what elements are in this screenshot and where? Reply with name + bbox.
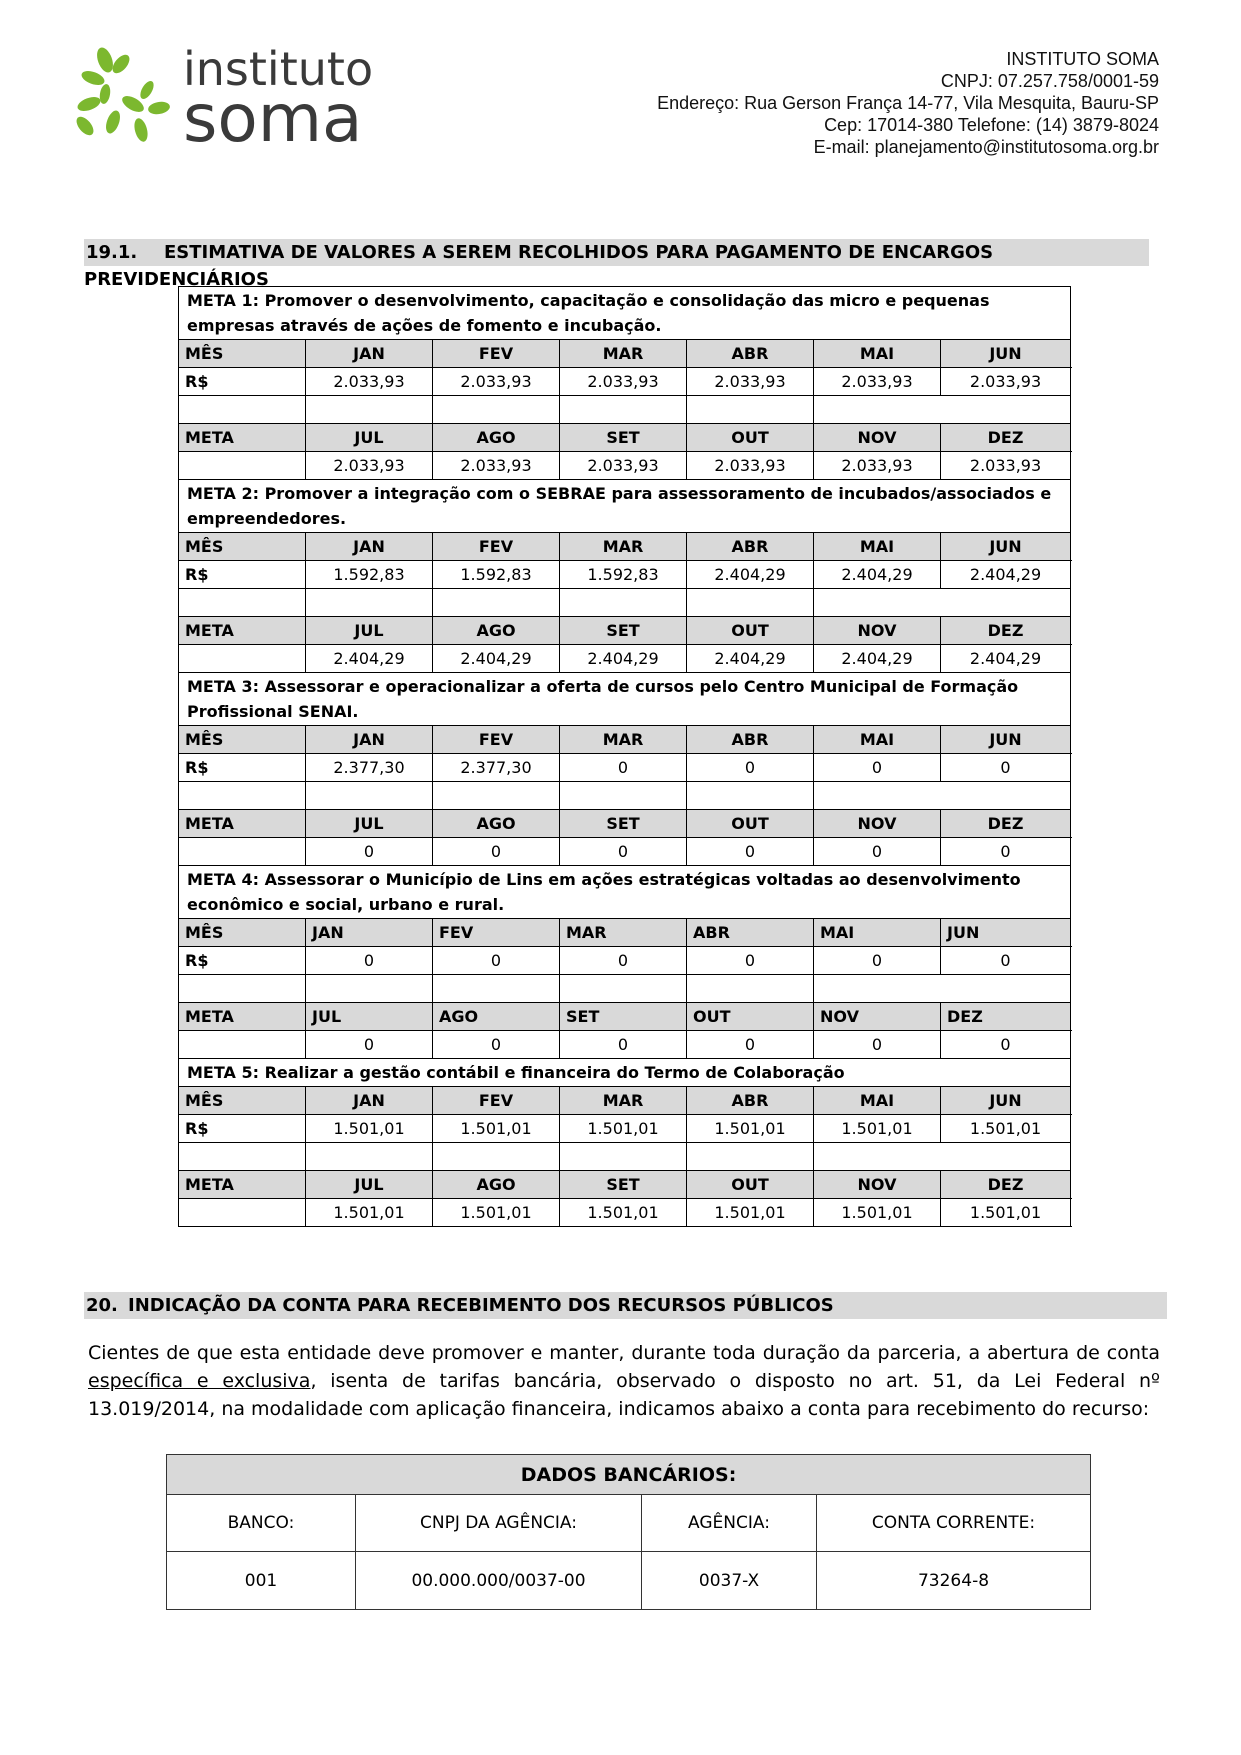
row-label-meta: META [179, 810, 306, 838]
empty-cell [814, 396, 1071, 424]
logo-text-instituto: instituto [183, 42, 374, 96]
empty-cell [179, 396, 306, 424]
paragraph-underlined-text: específica e exclusiva [88, 1370, 311, 1392]
month-header: OUT [687, 1171, 814, 1199]
row-label-meta: META [179, 1171, 306, 1199]
month-header: DEZ [941, 1171, 1071, 1199]
value-cell: 1.501,01 [560, 1115, 687, 1143]
section-number: 20. [86, 1295, 118, 1316]
value-cell: 1.501,01 [306, 1199, 433, 1227]
row-label-rs: R$ [179, 561, 306, 589]
value-cell: 0 [941, 1031, 1071, 1059]
values-row [179, 1031, 1071, 1059]
row-label-empty [179, 1031, 306, 1059]
month-header: JUL [306, 810, 433, 838]
row-label-meta: META [179, 617, 306, 645]
month-header: OUT [687, 1003, 814, 1031]
value-cell: 0 [433, 947, 560, 975]
months-header-row [179, 617, 1071, 645]
org-cep-phone: Cep: 17014-380 Telefone: (14) 3879-8024 [824, 115, 1159, 135]
values-row [179, 452, 1071, 480]
row-label-empty [179, 645, 306, 673]
values-row [179, 754, 1071, 782]
empty-cell [687, 975, 814, 1003]
org-cnpj: CNPJ: 07.257.758/0001-59 [940, 71, 1159, 91]
value-cell: 2.404,29 [814, 645, 941, 673]
month-header: SET [560, 1003, 687, 1031]
month-header: ABR [687, 340, 814, 368]
bank-data-table [166, 1454, 1091, 1610]
meta-title-row [179, 287, 1071, 340]
empty-cell [306, 975, 433, 1003]
value-cell: 1.501,01 [433, 1199, 560, 1227]
months-header-row [179, 1087, 1071, 1115]
month-header: JUN [941, 726, 1071, 754]
month-header: SET [560, 424, 687, 452]
meta-title: META 5: Realizar a gestão contábil e financeira do Termo de Colaboração [179, 1059, 1071, 1087]
encargos-table [178, 286, 1071, 1227]
org-name: INSTITUTO SOMA [1006, 49, 1159, 69]
meta-title-row [179, 866, 1071, 919]
value-cell: 0 [941, 947, 1071, 975]
value-cell: 1.501,01 [687, 1199, 814, 1227]
month-header: SET [560, 617, 687, 645]
value-cell: 0 [560, 1031, 687, 1059]
empty-cell [687, 589, 814, 617]
values-row [179, 368, 1071, 396]
value-cell: 0 [814, 754, 941, 782]
bank-value-agencia: 0037-X [642, 1552, 817, 1610]
month-header: DEZ [941, 617, 1071, 645]
month-header: JAN [306, 726, 433, 754]
months-header-row [179, 340, 1071, 368]
month-header: NOV [814, 617, 941, 645]
month-header: OUT [687, 810, 814, 838]
row-label-meta: META [179, 424, 306, 452]
month-header: MAI [814, 340, 941, 368]
org-address: Endereço: Rua Gerson França 14-77, Vila Mesquita, Bauru-SP [657, 93, 1159, 113]
month-header: JUL [306, 1171, 433, 1199]
month-header: MAI [814, 919, 941, 947]
value-cell: 1.501,01 [560, 1199, 687, 1227]
spacer-row [179, 1143, 1071, 1171]
value-cell: 1.501,01 [941, 1199, 1071, 1227]
value-cell: 0 [433, 1031, 560, 1059]
meta-title-row [179, 480, 1071, 533]
value-cell: 2.033,93 [306, 368, 433, 396]
value-cell: 0 [814, 947, 941, 975]
empty-cell [687, 396, 814, 424]
value-cell: 2.404,29 [433, 645, 560, 673]
meta-title: META 3: Assessorar e operacionalizar a oferta de cursos pelo Centro Municipal de Formação Profissional SENAI. [179, 673, 1071, 726]
org-email: E-mail: planejamento@institutosoma.org.br [813, 137, 1159, 157]
row-label-rs: R$ [179, 368, 306, 396]
month-header: FEV [433, 1087, 560, 1115]
month-header: DEZ [941, 810, 1071, 838]
months-header-row [179, 1171, 1071, 1199]
values-row [179, 1115, 1071, 1143]
value-cell: 2.033,93 [687, 452, 814, 480]
empty-cell [179, 589, 306, 617]
value-cell: 1.501,01 [814, 1199, 941, 1227]
value-cell: 0 [560, 947, 687, 975]
month-header: JAN [306, 340, 433, 368]
month-header: JAN [306, 533, 433, 561]
value-cell: 2.033,93 [433, 452, 560, 480]
value-cell: 2.033,93 [814, 452, 941, 480]
month-header: NOV [814, 424, 941, 452]
month-header: NOV [814, 1003, 941, 1031]
logo-text-soma: soma [183, 80, 363, 157]
month-header: ABR [687, 726, 814, 754]
meta-title-row [179, 1059, 1071, 1087]
bank-header-conta: CONTA CORRENTE: [817, 1495, 1091, 1552]
meta-title: META 4: Assessorar o Município de Lins em ações estratégicas voltadas ao desenvolvimento econômico e social, urbano e rural. [179, 866, 1071, 919]
month-header: FEV [433, 340, 560, 368]
month-header: JUN [941, 919, 1071, 947]
empty-cell [306, 396, 433, 424]
empty-cell [179, 782, 306, 810]
spacer-row [179, 396, 1071, 424]
value-cell: 0 [306, 838, 433, 866]
value-cell: 2.404,29 [941, 645, 1071, 673]
value-cell: 2.404,29 [560, 645, 687, 673]
bank-value-banco: 001 [167, 1552, 356, 1610]
empty-cell [433, 1143, 560, 1171]
logo [75, 42, 375, 157]
row-label-mes: MÊS [179, 340, 306, 368]
month-header: FEV [433, 919, 560, 947]
months-header-row [179, 919, 1071, 947]
month-header: DEZ [941, 424, 1071, 452]
value-cell: 0 [814, 1031, 941, 1059]
values-row [179, 645, 1071, 673]
value-cell: 0 [814, 838, 941, 866]
value-cell: 0 [687, 838, 814, 866]
value-cell: 2.377,30 [433, 754, 560, 782]
month-header: MAR [560, 340, 687, 368]
value-cell: 0 [560, 754, 687, 782]
month-header: FEV [433, 533, 560, 561]
value-cell: 1.592,83 [433, 561, 560, 589]
meta-title-row [179, 673, 1071, 726]
month-header: ABR [687, 1087, 814, 1115]
empty-cell [814, 975, 1071, 1003]
spacer-row [179, 589, 1071, 617]
value-cell: 2.033,93 [560, 452, 687, 480]
month-header: JAN [306, 919, 433, 947]
row-label-mes: MÊS [179, 919, 306, 947]
spacer-row [179, 782, 1071, 810]
section-20-heading [84, 1292, 1167, 1319]
months-header-row [179, 810, 1071, 838]
month-header: DEZ [941, 1003, 1071, 1031]
meta-title: META 2: Promover a integração com o SEBRAE para assessoramento de incubados/associados e empreendedores. [179, 480, 1071, 533]
month-header: JUN [941, 533, 1071, 561]
months-header-row [179, 1003, 1071, 1031]
month-header: JUN [941, 1087, 1071, 1115]
empty-cell [687, 782, 814, 810]
month-header: OUT [687, 424, 814, 452]
empty-cell [814, 1143, 1071, 1171]
month-header: AGO [433, 810, 560, 838]
empty-cell [560, 396, 687, 424]
spacer-row [179, 975, 1071, 1003]
value-cell: 1.501,01 [814, 1115, 941, 1143]
empty-cell [560, 589, 687, 617]
value-cell: 2.033,93 [941, 368, 1071, 396]
month-header: AGO [433, 617, 560, 645]
paragraph-text: , isenta de tarifas bancária, observado o disposto no art. 51, da Lei Federal nº 13.019/2014, na modalidade com aplicação financeira, indicamos abaixo a conta para recebimento do recurso: [88, 1370, 1160, 1420]
value-cell: 0 [687, 947, 814, 975]
row-label-mes: MÊS [179, 726, 306, 754]
value-cell: 0 [560, 838, 687, 866]
value-cell: 0 [687, 754, 814, 782]
value-cell: 1.592,83 [560, 561, 687, 589]
empty-cell [433, 782, 560, 810]
month-header: NOV [814, 1171, 941, 1199]
value-cell: 2.404,29 [687, 561, 814, 589]
bank-header-agencia: AGÊNCIA: [642, 1495, 817, 1552]
value-cell: 2.033,93 [814, 368, 941, 396]
month-header: MAR [560, 919, 687, 947]
section-title: ESTIMATIVA DE VALORES A SEREM RECOLHIDOS PARA PAGAMENTO DE ENCARGOS PREVIDENCIÁRIOS [84, 242, 994, 290]
value-cell: 0 [941, 754, 1071, 782]
row-label-rs: R$ [179, 947, 306, 975]
empty-cell [433, 396, 560, 424]
section-19-heading [84, 239, 1149, 290]
account-paragraph [88, 1339, 1160, 1423]
month-header: OUT [687, 617, 814, 645]
value-cell: 2.404,29 [941, 561, 1071, 589]
row-label-empty [179, 1199, 306, 1227]
months-header-row [179, 726, 1071, 754]
month-header: ABR [687, 533, 814, 561]
month-header: MAI [814, 726, 941, 754]
value-cell: 0 [306, 947, 433, 975]
empty-cell [814, 782, 1071, 810]
row-label-empty [179, 838, 306, 866]
empty-cell [560, 782, 687, 810]
leaf-logo-icon [75, 44, 185, 154]
month-header: SET [560, 1171, 687, 1199]
value-cell: 2.404,29 [814, 561, 941, 589]
value-cell: 2.404,29 [687, 645, 814, 673]
month-header: FEV [433, 726, 560, 754]
month-header: JAN [306, 1087, 433, 1115]
values-row [179, 1199, 1071, 1227]
value-cell: 2.033,93 [306, 452, 433, 480]
row-label-mes: MÊS [179, 1087, 306, 1115]
empty-cell [306, 782, 433, 810]
value-cell: 0 [687, 1031, 814, 1059]
value-cell: 0 [433, 838, 560, 866]
values-row [179, 947, 1071, 975]
value-cell: 2.377,30 [306, 754, 433, 782]
value-cell: 1.592,83 [306, 561, 433, 589]
empty-cell [179, 1143, 306, 1171]
value-cell: 2.404,29 [306, 645, 433, 673]
months-header-row [179, 424, 1071, 452]
empty-cell [179, 975, 306, 1003]
empty-cell [306, 1143, 433, 1171]
bank-table-title: DADOS BANCÁRIOS: [167, 1455, 1091, 1495]
row-label-empty [179, 452, 306, 480]
row-label-meta: META [179, 1003, 306, 1031]
value-cell: 2.033,93 [433, 368, 560, 396]
month-header: SET [560, 810, 687, 838]
row-label-rs: R$ [179, 1115, 306, 1143]
empty-cell [433, 589, 560, 617]
month-header: AGO [433, 424, 560, 452]
paragraph-text: Cientes de que esta entidade deve promover e manter, durante toda duração da parceria, a abertura de conta [88, 1342, 1160, 1364]
month-header: MAI [814, 533, 941, 561]
month-header: JUL [306, 1003, 433, 1031]
value-cell: 2.033,93 [560, 368, 687, 396]
empty-cell [687, 1143, 814, 1171]
bank-value-conta: 73264-8 [817, 1552, 1091, 1610]
bank-value-cnpj: 00.000.000/0037-00 [356, 1552, 642, 1610]
month-header: MAR [560, 726, 687, 754]
month-header: AGO [433, 1171, 560, 1199]
section-number: 19.1. [86, 242, 138, 263]
month-header: JUL [306, 424, 433, 452]
month-header: NOV [814, 810, 941, 838]
empty-cell [814, 589, 1071, 617]
row-label-rs: R$ [179, 754, 306, 782]
empty-cell [306, 589, 433, 617]
value-cell: 1.501,01 [306, 1115, 433, 1143]
value-cell: 2.033,93 [687, 368, 814, 396]
value-cell: 1.501,01 [687, 1115, 814, 1143]
empty-cell [560, 1143, 687, 1171]
month-header: AGO [433, 1003, 560, 1031]
month-header: ABR [687, 919, 814, 947]
months-header-row [179, 533, 1071, 561]
value-cell: 1.501,01 [941, 1115, 1071, 1143]
value-cell: 2.033,93 [941, 452, 1071, 480]
month-header: JUL [306, 617, 433, 645]
value-cell: 0 [306, 1031, 433, 1059]
section-title: INDICAÇÃO DA CONTA PARA RECEBIMENTO DOS RECURSOS PÚBLICOS [128, 1295, 834, 1316]
row-label-mes: MÊS [179, 533, 306, 561]
header-contact-info [657, 48, 1159, 158]
month-header: MAI [814, 1087, 941, 1115]
value-cell: 0 [941, 838, 1071, 866]
month-header: MAR [560, 1087, 687, 1115]
empty-cell [433, 975, 560, 1003]
empty-cell [560, 975, 687, 1003]
meta-title: META 1: Promover o desenvolvimento, capacitação e consolidação das micro e pequenas empresas através de ações de fomento e incubação. [179, 287, 1071, 340]
values-row [179, 838, 1071, 866]
bank-header-banco: BANCO: [167, 1495, 356, 1552]
value-cell: 1.501,01 [433, 1115, 560, 1143]
values-row [179, 561, 1071, 589]
month-header: JUN [941, 340, 1071, 368]
month-header: MAR [560, 533, 687, 561]
bank-header-cnpj: CNPJ DA AGÊNCIA: [356, 1495, 642, 1552]
